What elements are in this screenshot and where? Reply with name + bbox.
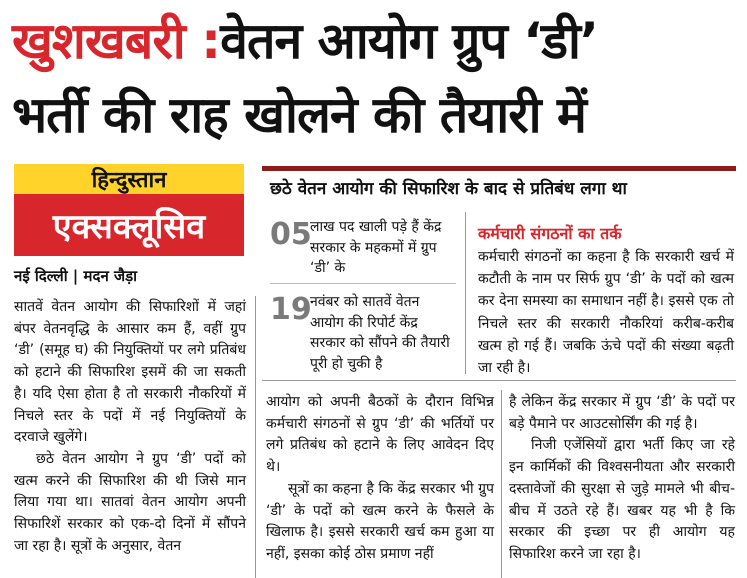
- article-paragraph: है लेकिन केंद्र सरकार में ग्रुप ‘डी’ के पदों पर बड़े पैमाने पर आउटसोर्सिंग की गई है।: [509, 394, 735, 432]
- article-column-3: [509, 392, 735, 566]
- brand-tag: एक्सक्लूसिव: [14, 194, 244, 256]
- info-box-top-bar: [262, 166, 736, 171]
- brand-logo: [14, 164, 244, 256]
- stat-divider: [270, 283, 456, 284]
- info-box-title: छठे वेतन आयोग की सिफारिश के बाद से प्रतिबंध लगा था: [270, 179, 627, 199]
- column-divider: [501, 390, 502, 578]
- info-box-bottom-rule: [262, 380, 736, 381]
- brand-name: हिन्दुस्तान: [14, 164, 244, 194]
- article-paragraph: सातवें वेतन आयोग की सिफारिशों में जहां बंपर वेतनवृद्धि के आसार कम हैं, वहीं ग्रुप ‘डी’ (समूह घ) की नियुक्तियों पर लगे प्रतिबंध को हटाने की सिफारिश इसमें की जा सकती है। यदि ऐसा होता है तो सरकारी नौकरियों में निचले स्तर के पदों में नई नियुक्तियों के दरवाजे खुलेंगे।: [14, 299, 246, 446]
- stat-number: 05: [270, 217, 312, 252]
- stat-text: लाख पद खाली पड़े हैं केंद्र सरकार के महकमों में ग्रुप ‘डी’ के: [310, 219, 442, 276]
- article-paragraph: सूत्रों का कहना है कि केंद्र सरकार भी ग्रुप ‘डी’ के पदों को खत्म करने के फैसले के खिलाफ है। इससे सरकारी खर्च कम हुआ या नहीं, इसका कोई ठोस प्रमाण नहीं: [266, 480, 494, 562]
- headline-accent: खुशखबरी :: [12, 12, 221, 70]
- box-divider: [465, 212, 466, 374]
- stat-item: [270, 217, 456, 279]
- headline-line-2: भर्ती की राह खोलने की तैयारी में: [12, 86, 586, 144]
- article-column-1: [14, 297, 246, 557]
- stat-item: [270, 292, 456, 374]
- article-paragraph: छठे वेतन आयोग ने ग्रुप ‘डी’ पदों को खत्म करने की सिफारिश की थी जिसे मान लिया गया था। सातवां वेतन आयोग अपनी सिफारिशें सरकार को एक-दो दिनों में सौंपने जा रहा है। सूत्रों के अनुसार, वेतन: [14, 450, 246, 554]
- stat-text: नवंबर को सातवें वेतन आयोग की रिपोर्ट केंद्र सरकार को सौंपने की तैयारी पूरी हो चुकी है: [310, 294, 450, 372]
- article-paragraph: आयोग को अपनी बैठकों के दौरान विभिन्न कर्मचारी संगठनों से ग्रुप ‘डी’ की भर्तियों पर लगे प्रतिबंध को हटाने के लिए आवेदन दिए थे।: [266, 394, 494, 476]
- article-column-2: [266, 392, 494, 566]
- headline-line-1-text: वेतन आयोग ग्रुप ‘डी’: [220, 12, 598, 70]
- column-divider: [255, 296, 256, 578]
- headline-line-1: [12, 10, 737, 72]
- union-argument-text: कर्मचारी संगठनों का कहना है कि सरकारी खर्च में कटौती के नाम पर सिर्फ ग्रुप ‘डी’ के पदों को खत्म कर देना समस्या का समाधान नहीं है। इससे एक तो निचले स्तर की सरकारी नौकरियां करीब-करीब खत्म हो गई हैं। जबकि ऊंचे पदों की संख्या बढ़ती जा रही है।: [478, 249, 734, 377]
- article-paragraph: निजी एजेंसियों द्वारा भर्ती किए जा रहे इन कार्मिकों की विश्वसनीयता और सरकारी दस्तावेजों की सुरक्षा से जुड़े मामले भी बीच-बीच में उठते रहे हैं। खबर यह भी है कि सरकार की इच्छा पर ही आयोग यह सिफारिश करने जा रहा है।: [509, 437, 735, 562]
- byline: नई दिल्ली | मदन जैड़ा: [14, 267, 138, 285]
- union-argument-title: कर्मचारी संगठनों का तर्क: [478, 224, 622, 243]
- stat-number: 19: [270, 292, 312, 327]
